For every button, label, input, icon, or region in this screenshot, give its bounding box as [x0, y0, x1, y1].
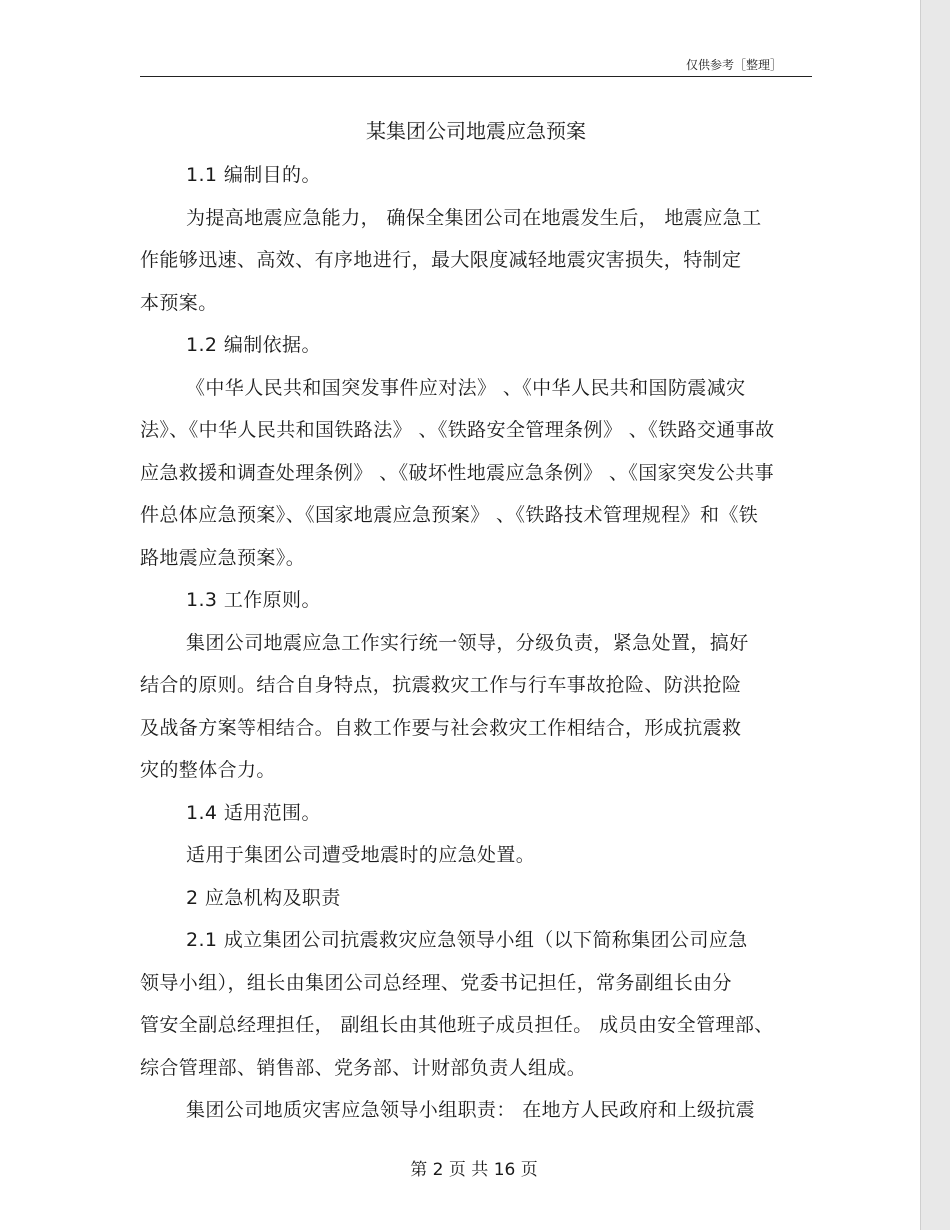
text-line: 综合管理部、销售部、党务部、计财部负责人组成。 — [140, 1056, 587, 1079]
text-line: 灾的整体合力。 — [140, 759, 276, 781]
paragraph — [140, 622, 812, 792]
page-number-footer: 第 2 页 共 16 页 — [410, 1160, 538, 1180]
text-line: 法》、《中华人民共和国铁路法》 、《铁路安全管理条例》 、《铁路交通事故 — [140, 419, 775, 441]
paragraph — [140, 367, 812, 580]
text-line: 集团公司地震应急工作实行统一领导，分级负责，紧急处置，搞好 — [186, 631, 749, 654]
header-note: 仅供参考［整理］ — [685, 58, 782, 72]
text-line: 结合的原则。结合自身特点，抗震救灾工作与行车事故抢险、防洪抢险 — [140, 674, 742, 696]
text-line: 集团公司地质灾害应急领导小组职责： 在地方人民政府和上级抗震 — [186, 1099, 756, 1121]
text-line: 件总体应急预案》、《国家地震应急预案》 、《铁路技术管理规程》和《铁 — [140, 504, 759, 526]
paragraph — [140, 792, 812, 835]
text-line: 路地震应急预案》。 — [140, 546, 306, 569]
text-line: 领导小组），组长由集团公司总经理、党委书记担任，常务副组长由分 — [140, 971, 732, 994]
paragraph — [140, 877, 812, 920]
text-line: 应急救援和调查处理条例》 、《破坏性地震应急条例》 、《国家突发公共事 — [140, 461, 775, 484]
text-line: 本预案。 — [140, 291, 218, 314]
text-line: 为提高地震应急能力， 确保全集团公司在地震发生后， 地震应急工 — [186, 206, 762, 229]
text-line: 1.1 编制目的。 — [186, 164, 321, 186]
document-title: 某集团公司地震应急预案 — [366, 119, 586, 143]
paragraph — [140, 579, 812, 622]
text-line: 2 应急机构及职责 — [186, 886, 341, 909]
paragraph — [140, 834, 812, 877]
text-line: 适用于集团公司遭受地震时的应急处置。 — [186, 844, 536, 866]
text-line: 及战备方案等相结合。自救工作要与社会救灾工作相结合，形成抗震救 — [140, 716, 742, 739]
text-line: 2.1 成立集团公司抗震救灾应急领导小组（以下简称集团公司应急 — [186, 929, 748, 951]
text-line: 1.2 编制依据。 — [186, 334, 321, 356]
paragraph — [140, 197, 812, 325]
text-line: 管安全副总经理担任， 副组长由其他班子成员担任。 成员由安全管理部、 — [140, 1014, 774, 1036]
header-divider — [140, 76, 812, 77]
paragraph — [140, 154, 812, 197]
paragraph — [140, 324, 812, 367]
text-line: 1.3 工作原则。 — [186, 589, 321, 611]
paragraph — [140, 919, 812, 1089]
text-line: 《中华人民共和国突发事件应对法》 、《中华人民共和国防震减灾 — [186, 376, 746, 399]
text-line: 1.4 适用范围。 — [186, 801, 321, 824]
paragraph — [140, 1089, 812, 1132]
text-line: 作能够迅速、高效、有序地进行，最大限度减轻地震灾害损失，特制定 — [140, 249, 742, 271]
document-body — [140, 112, 812, 1132]
